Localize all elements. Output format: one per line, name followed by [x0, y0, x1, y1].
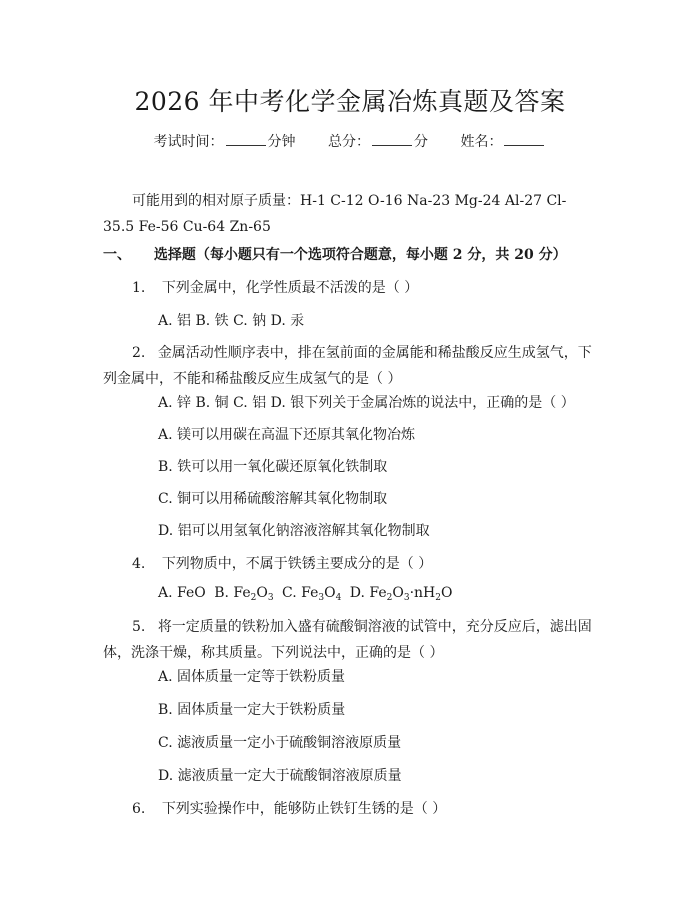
question-3-option-d: D. 铝可以用氢氧化钠溶液溶解其氧化物制取 [158, 523, 430, 539]
question-3-option-a: A. 镁可以用碳在高温下还原其氧化物冶炼 [158, 427, 416, 443]
opt-d-sub3: 2 [435, 593, 442, 603]
question-1-stem: 下列金属中，化学性质最不活泼的是（ ） [161, 280, 419, 296]
question-4 [132, 553, 432, 573]
question-4-option-b [214, 585, 273, 601]
time-blank [226, 144, 266, 146]
question-2-options: A. 锌 B. 铜 C. 铝 D. 银下列关于金属冶炼的说法中，正确的是（ ） [158, 395, 575, 411]
exam-time [154, 134, 296, 150]
exam-score [328, 134, 428, 150]
opt-c-label: C. Fe [282, 585, 319, 601]
question-1 [132, 277, 418, 297]
time-label: 考试时间： [153, 134, 224, 150]
name-blank [504, 144, 544, 146]
opt-b-mid: O [256, 585, 268, 601]
opt-b-sub1: 2 [250, 593, 257, 603]
time-unit: 分钟 [267, 134, 296, 150]
atomic-masses: 可能用到的相对原子质量：H-1 C-12 O-16 Na-23 Mg-24 Al-27 Cl-35.5 Fe-56 Cu-64 Zn-65 [103, 193, 567, 235]
question-5-option-d: D. 滤液质量一定大于硫酸铜溶液原质量 [158, 768, 402, 784]
question-6 [132, 798, 446, 818]
opt-d-end: O [441, 585, 453, 601]
name-label: 姓名： [460, 134, 503, 150]
question-2-stem: 金属活动性顺序表中，排在氢前面的金属能和稀盐酸反应生成氢气，下列金属中，不能和稀盐酸反应生成氢气的是（ ） [103, 345, 592, 387]
question-2 [103, 340, 593, 392]
question-4-option-d [350, 585, 453, 601]
question-1-options: A. 铝 B. 铁 C. 钠 D. 汞 [158, 313, 305, 329]
opt-d-sub2: 3 [403, 593, 410, 603]
question-2-number: 2. [132, 345, 146, 361]
opt-d-mid: O [392, 585, 404, 601]
score-label: 总分： [328, 134, 370, 150]
opt-b-label: B. Fe [214, 585, 251, 601]
score-unit: 分 [414, 134, 428, 150]
opt-d-sub1: 2 [386, 593, 393, 603]
question-4-options [158, 585, 453, 603]
question-5-option-b: B. 固体质量一定大于铁粉质量 [158, 702, 346, 718]
section-1-title: 选择题（每小题只有一个选项符合题意，每小题 2 分，共 20 分） [153, 247, 567, 263]
question-1-number: 1. [132, 280, 146, 296]
question-5-option-c: C. 滤液质量一定小于硫酸铜溶液原质量 [158, 735, 402, 751]
question-5 [103, 614, 593, 666]
question-6-stem: 下列实验操作中，能够防止铁钉生锈的是（ ） [161, 801, 447, 817]
question-4-option-a: A. FeO [158, 585, 206, 601]
score-blank [372, 144, 412, 146]
opt-b-sub2: 3 [267, 593, 274, 603]
opt-d-tail: ·nH [409, 585, 436, 601]
question-4-stem: 下列物质中，不属于铁锈主要成分的是（ ） [161, 556, 433, 572]
exam-meta [0, 131, 700, 151]
question-4-option-c [282, 585, 341, 601]
section-1-heading [103, 244, 567, 264]
question-5-number: 5. [132, 619, 146, 635]
opt-c-sub2: 4 [335, 593, 342, 603]
question-3-option-c: C. 铜可以用稀硫酸溶解其氧化物制取 [158, 491, 388, 507]
exam-name [460, 134, 546, 150]
opt-c-mid: O [324, 585, 336, 601]
question-5-option-a: A. 固体质量一定等于铁粉质量 [158, 669, 346, 685]
question-4-number: 4. [132, 556, 146, 572]
document-title: 2026 年中考化学金属冶炼真题及答案 [134, 87, 566, 116]
opt-c-sub1: 3 [318, 593, 325, 603]
opt-d-label: D. Fe [349, 585, 387, 601]
section-1-number: 一、 [103, 247, 131, 263]
question-6-number: 6. [132, 801, 146, 817]
question-5-stem: 将一定质量的铁粉加入盛有硫酸铜溶液的试管中，充分反应后，滤出固体，洗涤干燥，称其质量。下列说法中，正确的是（ ） [103, 619, 592, 661]
question-3-option-b: B. 铁可以用一氧化碳还原氧化铁制取 [158, 459, 388, 475]
